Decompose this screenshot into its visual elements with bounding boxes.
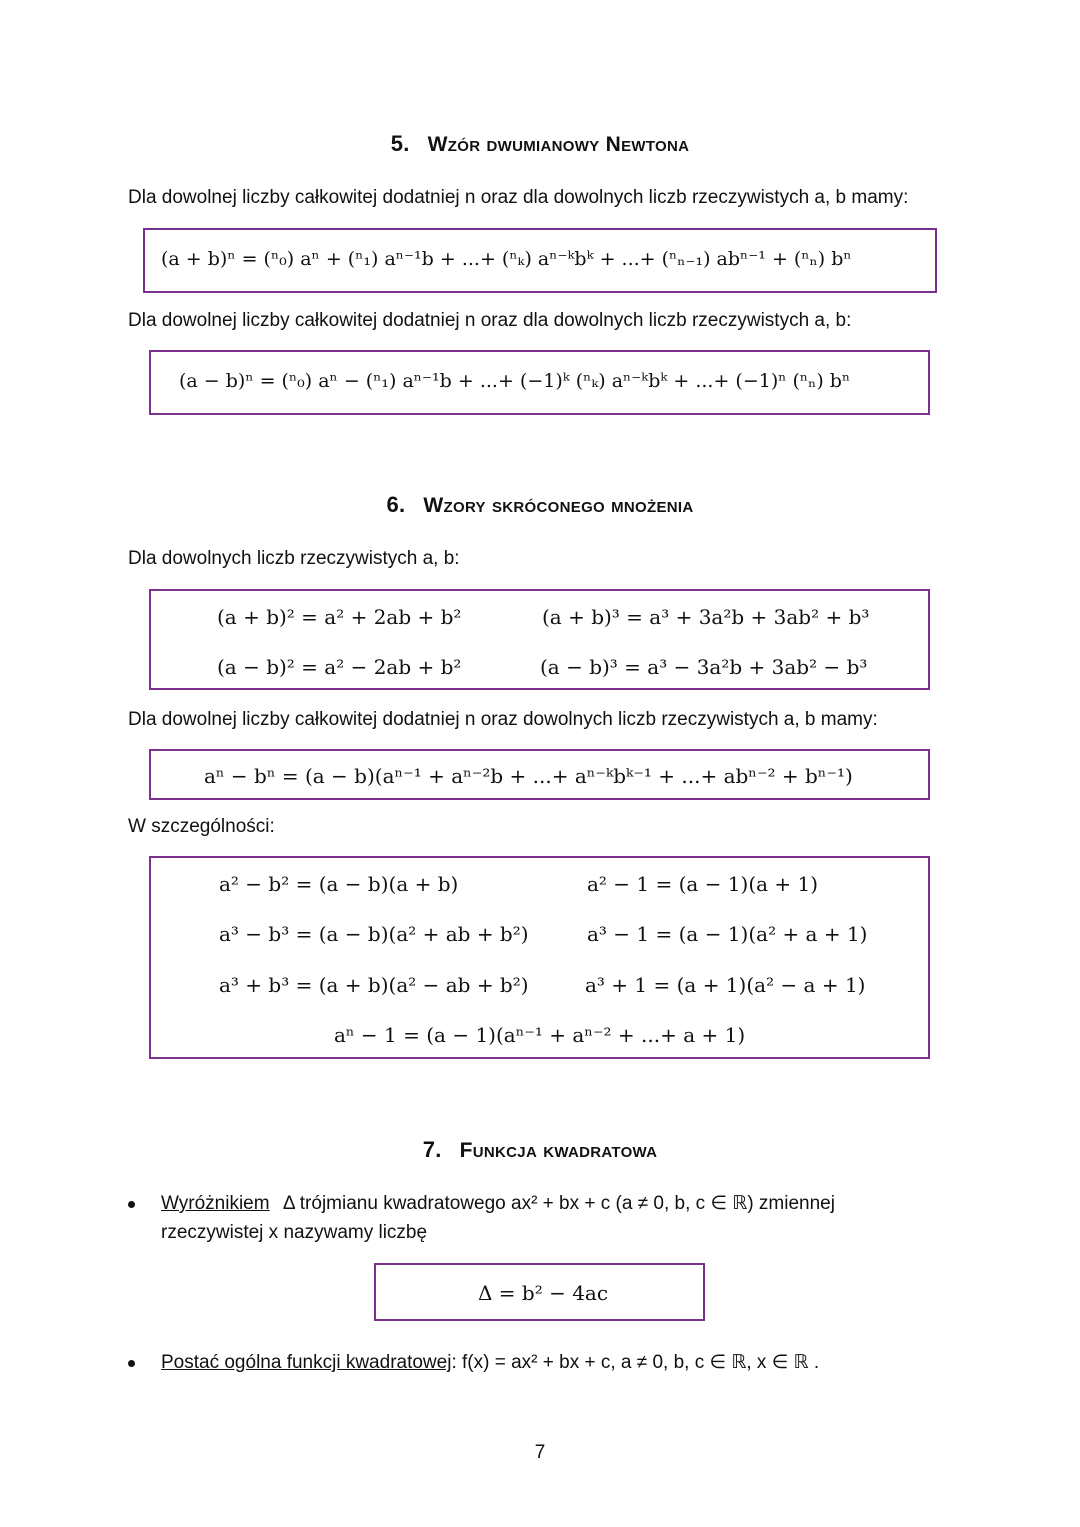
section-5-title: Wzór dwumianowy Newtona [427, 133, 690, 156]
section-7-heading [0, 1137, 1080, 1163]
special-r1-left: a² − b² = (a − b)(a + b) [219, 872, 459, 896]
section-5-heading [0, 131, 1080, 157]
cube-minus-formula: (a − b)³ = a³ − 3a²b + 3ab² − b³ [540, 655, 868, 679]
section-5-intro-2: Dla dowolnej liczby całkowitej dodatniej n oraz dla dowolnych liczb rzeczywistych a, b: [128, 310, 852, 331]
discriminant-term: Wyróżnikiem [161, 1193, 270, 1214]
discriminant-definition: Δ trójmianu kwadratowego ax² + bx + c (a ≠ 0, b, c ∈ ℝ) zmiennej [282, 1193, 835, 1214]
special-cases-box [149, 856, 930, 1059]
section-6-heading [0, 492, 1080, 518]
short-mult-box [149, 589, 930, 690]
delta-box [374, 1263, 705, 1321]
binomial-minus-box [149, 350, 930, 415]
bullet-1-line-1 [161, 1192, 835, 1215]
delta-formula: Δ = b² − 4ac [478, 1281, 609, 1305]
square-plus-formula: (a + b)² = a² + 2ab + b² [217, 605, 462, 629]
binomial-minus-formula: (a − b)ⁿ = (ⁿ₀) aⁿ − (ⁿ₁) aⁿ⁻¹b + ...+ (−1)ᵏ (ⁿₖ) aⁿ⁻ᵏbᵏ + ...+ (−1)ⁿ (ⁿₙ) bⁿ [179, 370, 851, 392]
special-r2-right: a³ − 1 = (a − 1)(a² + a + 1) [587, 922, 868, 946]
section-6-number: 6. [386, 492, 406, 517]
special-r1-right: a² − 1 = (a − 1)(a + 1) [587, 872, 819, 896]
difference-powers-formula: aⁿ − bⁿ = (a − b)(aⁿ⁻¹ + aⁿ⁻²b + ...+ aⁿ⁻ᵏbᵏ⁻¹ + ...+ abⁿ⁻² + bⁿ⁻¹) [204, 764, 853, 788]
section-5-intro-1: Dla dowolnej liczby całkowitej dodatniej n oraz dla dowolnych liczb rzeczywistych a, b mamy: [128, 187, 909, 208]
page-number: 7 [534, 1442, 546, 1463]
section-6-intro-1: Dla dowolnych liczb rzeczywistych a, b: [128, 548, 460, 569]
special-r2-left: a³ − b³ = (a − b)(a² + ab + b²) [219, 922, 529, 946]
section-7-title: Funkcja kwadratowa [459, 1139, 658, 1162]
bullet-1 [128, 1201, 135, 1208]
section-7-number: 7. [422, 1137, 442, 1162]
general-form-formula: : f(x) = ax² + bx + c, a ≠ 0, b, c ∈ ℝ, x ∈ ℝ . [451, 1352, 820, 1373]
bullet-2 [128, 1360, 135, 1367]
section-5-number: 5. [390, 131, 410, 156]
bullet-2-line [161, 1351, 819, 1374]
special-r3-right: a³ + 1 = (a + 1)(a² − a + 1) [585, 973, 866, 997]
binomial-plus-box [143, 228, 937, 293]
difference-powers-box [149, 749, 930, 800]
cube-plus-formula: (a + b)³ = a³ + 3a²b + 3ab² + b³ [542, 605, 870, 629]
bullet-1-line-2: rzeczywistej x nazywamy liczbę [161, 1222, 428, 1243]
special-r4: aⁿ − 1 = (a − 1)(aⁿ⁻¹ + aⁿ⁻² + ...+ a + 1) [334, 1023, 746, 1047]
general-form-term: Postać ogólna funkcji kwadratowej [161, 1352, 452, 1373]
square-minus-formula: (a − b)² = a² − 2ab + b² [217, 655, 462, 679]
special-label: W szczególności: [128, 816, 275, 837]
binomial-plus-formula: (a + b)ⁿ = (ⁿ₀) aⁿ + (ⁿ₁) aⁿ⁻¹b + ...+ (ⁿₖ) aⁿ⁻ᵏbᵏ + ...+ (ⁿₙ₋₁) abⁿ⁻¹ + (ⁿₙ) bⁿ [161, 248, 852, 270]
special-r3-left: a³ + b³ = (a + b)(a² − ab + b²) [219, 973, 529, 997]
section-6-intro-2: Dla dowolnej liczby całkowitej dodatniej n oraz dowolnych liczb rzeczywistych a, b mamy: [128, 709, 878, 730]
section-6-title: Wzory skróconego mnożenia [423, 494, 694, 517]
